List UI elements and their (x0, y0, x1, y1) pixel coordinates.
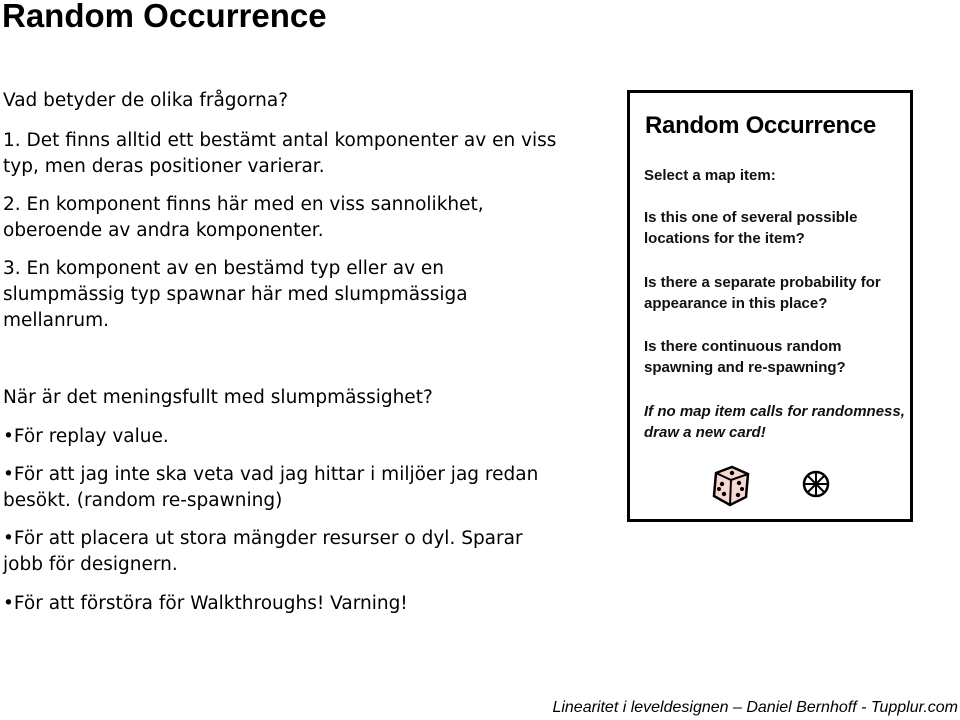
card-title: Random Occurrence (645, 112, 876, 139)
card-question-1: Is this one of several possible locations for the item? (644, 209, 858, 247)
card-note: If no map item calls for randomness, draw a new card! (644, 403, 905, 441)
footer-credit: Linearitet i leveldesignen – Daniel Bernhoff - Tupplur.com (552, 699, 958, 716)
question-heading-2: När är det meningsfullt med slumpmässighet? (3, 387, 433, 408)
card-prompt: Select a map item: (644, 167, 776, 184)
bullet-4: •För att förstöra för Walkthroughs! Varning! (3, 593, 408, 614)
dice-icon (708, 463, 754, 509)
question-heading: Vad betyder de olika frågorna? (3, 90, 289, 111)
bullet-2: •För att jag inte ska veta vad jag hittar i miljöer jag redan besökt. (random re-spawning) (3, 464, 539, 511)
bullet-1: •För replay value. (3, 426, 169, 447)
wheel-icon (801, 469, 831, 499)
point-3: 3. En komponent av en bestämd typ eller av en slumpmässig typ spawnar här med slumpmässiga mellanrum. (3, 258, 468, 331)
card-question-2: Is there a separate probability for appearance in this place? (644, 274, 881, 312)
random-occurrence-card (627, 90, 913, 522)
point-1: 1. Det finns alltid ett bestämt antal komponenter av en viss typ, men deras positioner varierar. (3, 130, 557, 177)
point-2: 2. En komponent finns här med en viss sannolikhet, oberoende av andra komponenter. (3, 194, 484, 241)
card-question-3: Is there continuous random spawning and re-spawning? (644, 338, 846, 376)
bullet-3: •För att placera ut stora mängder resurser o dyl. Sparar jobb för designern. (3, 528, 523, 575)
slide-title: Random Occurrence (2, 0, 327, 34)
